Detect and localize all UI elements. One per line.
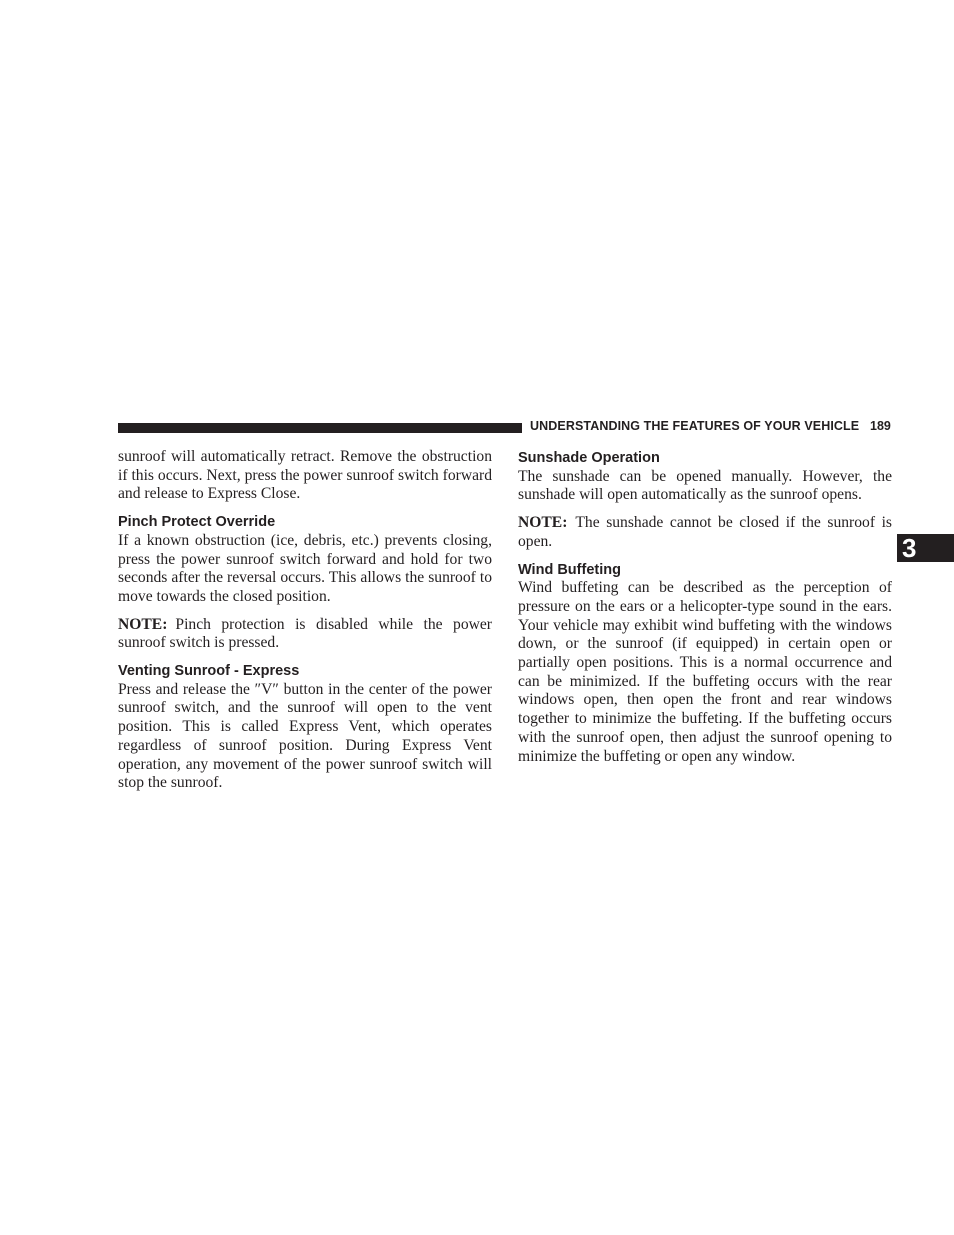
- right-column: [518, 449, 892, 766]
- left-column: [118, 448, 492, 793]
- sunshade-heading: Sunshade Operation: [518, 450, 660, 466]
- sunshade-note: [518, 514, 892, 551]
- venting-sunroof-paragraph: Press and release the ″V″ button in the center of the power sunroof switch, and the sunroof will open to the vent position. This is called Express Vent, which operates regardless of sunroof position. During Express Vent operation, any movement of the power sunroof switch will stop the sunroof.: [118, 680, 492, 792]
- pinch-note: [118, 616, 492, 653]
- page-number: 189: [870, 419, 891, 433]
- running-header: UNDERSTANDING THE FEATURES OF YOUR VEHICLE: [530, 419, 860, 433]
- pinch-protect-paragraph: If a known obstruction (ice, debris, etc.) prevents closing, press the power sunroof switch forward and hold for two seconds after the reversal occurs. This allows the sunroof to move towards the closed position.: [118, 531, 492, 605]
- wind-buffeting-heading: Wind Buffeting: [518, 561, 621, 578]
- venting-sunroof-heading: Venting Sunroof - Express: [118, 663, 300, 680]
- note-text: The sunshade cannot be closed if the sunroof is open.: [518, 514, 892, 550]
- note-label: NOTE:: [518, 514, 568, 532]
- chapter-number: 3: [902, 533, 917, 563]
- pinch-protect-heading: Pinch Protect Override: [118, 514, 276, 531]
- note-label: NOTE:: [118, 615, 168, 633]
- intro-paragraph: sunroof will automatically retract. Remove the obstruction if this occurs. Next, press the power sunroof switch forward and release to Express Close.: [118, 448, 492, 503]
- note-text: Pinch protection is disabled while the power sunroof switch is pressed.: [118, 615, 492, 652]
- header-rule: [118, 423, 522, 433]
- wind-buffeting-paragraph: Wind buffeting can be described as the perception of pressure on the ears or a helicopter-type sound in the ears. Your vehicle may exhibit wind buffeting with the windows down, or the sunroof (if equipped) in certain open or partially open positions. This is a normal occurrence and can be minimized. If the buffeting occurs with the rear windows open, then open the front and rear windows together to minimize the buffeting. If the buffeting occurs with the sunroof open, then adjust the sunroof opening to minimize the buffeting or open any window.: [518, 579, 892, 765]
- sunshade-paragraph: The sunshade can be opened manually. However, the sunshade will open automatically as the sunroof opens.: [518, 467, 892, 504]
- chapter-tab: [897, 534, 954, 562]
